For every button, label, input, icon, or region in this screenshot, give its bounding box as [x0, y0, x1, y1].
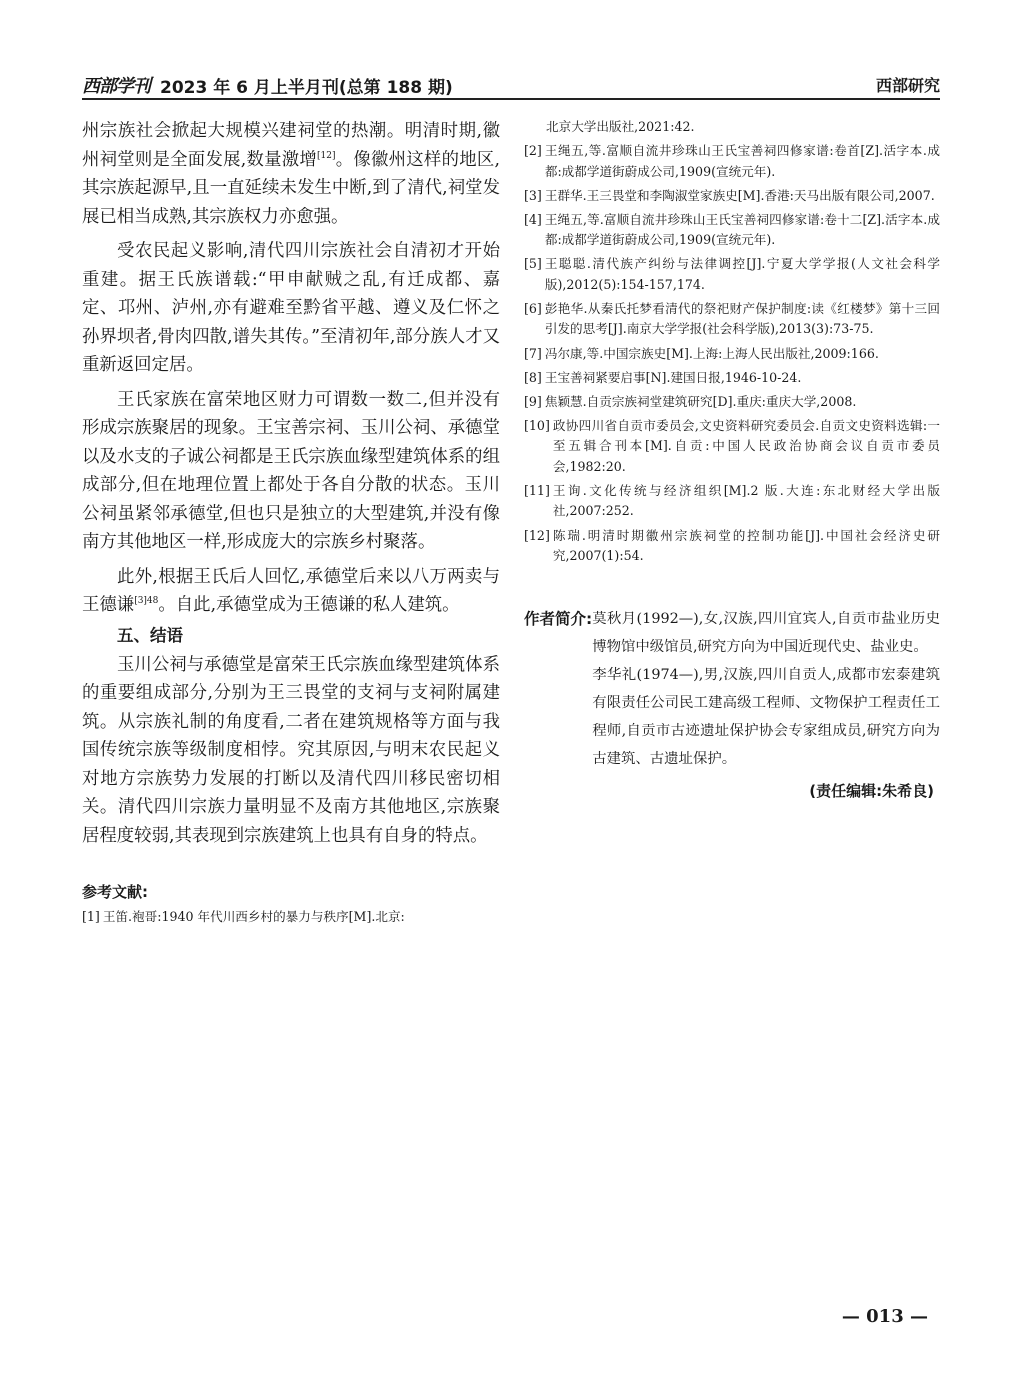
page-number: — 013 — [841, 1306, 928, 1327]
reference-number: [7] [524, 345, 542, 361]
reference-number: [2] [524, 143, 542, 159]
reference-text: 王宝善祠紧要启事[N].建国日报,1946-10-24. [544, 369, 802, 385]
reference-number: [11] [524, 482, 550, 498]
reference-8 [524, 368, 940, 389]
reference-6 [524, 299, 940, 340]
citation-3: [3]48 [134, 596, 159, 606]
reference-number: [9] [524, 393, 542, 409]
author-info [524, 605, 940, 773]
paragraph-2: 受农民起义影响,清代四川宗族社会自清初才开始重建。据王氏族谱载:“甲申献贼之乱,有迁成都、嘉定、邛州、泸州,亦有避难至黔省平越、遵义及仁怀之孙界坝者,骨肉四散,谱失其传。”至清初年,部分族人才又重新返回定居。 [82, 241, 500, 375]
header-rule [82, 98, 940, 100]
reference-number: [6] [524, 300, 542, 316]
reference-text: 王绳五,等.富顺自流井珍珠山王氏宝善祠四修家谱:卷首[Z].活字本.成都:成都学道街蔚成公司,1909(宣统元年). [544, 143, 940, 179]
reference-5 [524, 254, 940, 295]
section-heading-conclusion: 五、结语 [117, 625, 183, 645]
reference-number: [12] [524, 527, 550, 543]
references-title: 参考文献: [82, 883, 148, 901]
reference-text: 政协四川省自贡市委员会,文史资料研究委员会.自贡文史资料选辑:一至五辑合刊本[M].自贡:中国人民政治协商会议自贡市委员会,1982:20. [552, 417, 940, 474]
reference-text: 王询.文化传统与经济组织[M].2 版.大连:东北财经大学出版社,2007:252. [552, 482, 940, 519]
reference-number: [5] [524, 256, 542, 272]
journal-logo: 西部学刊 [82, 76, 150, 97]
paragraph-4: 此外,根据王氏后人回忆,承德堂后来以八万两卖与王德谦$^{[3]48}$。自此,承德堂成为王德谦的私人建筑。 [82, 566, 500, 615]
paragraph-5: 玉川公祠与承德堂是富荣王氏宗族血缘型建筑体系的重要组成部分,分别为王三畏堂的支祠与支祠附属建筑。从宗族礼制的角度看,二者在建筑规格等方面与我国传统宗族等级制度相悖。究其原因,与明末农民起义对地方宗族势力发展的打断以及清代四川移民密切相关。清代四川宗族力量明显不及南方其他地区,宗族聚居程度较弱,其表现到宗族建筑上也具有自身的特点。 [82, 654, 500, 846]
reference-9 [524, 392, 940, 413]
reference-1: [1] 王笛.袍哥:1940 年代川西乡村的暴力与秩序[M].北京: [82, 909, 405, 924]
reference-number: [8] [524, 369, 542, 385]
citation-12: [12] [317, 150, 336, 161]
reference-list [524, 141, 940, 566]
reference-7 [524, 344, 940, 365]
reference-3 [524, 186, 940, 207]
page-header [82, 70, 940, 100]
reference-text: 焦颖慧.自贡宗族祠堂建筑研究[D].重庆:重庆大学,2008. [544, 393, 857, 409]
paragraph-1: 州宗族社会掀起大规模兴建祠堂的热潮。明清时期,徽州祠堂则是全面发展,数量激增[12]。像徽州这样的地区,其宗族起源早,且一直延续未发生中断,到了清代,祠堂发展已相当成熟,其宗族权力亦愈强。 [82, 121, 501, 227]
reference-1-continued: 北京大学出版社,2021:42. [546, 119, 695, 134]
reference-number: [10] [524, 417, 550, 433]
left-column [82, 117, 500, 931]
reference-11 [524, 481, 940, 522]
reference-2 [524, 141, 940, 182]
reference-number: [3] [524, 187, 542, 203]
issue-info: 2023 年 6 月上半月刊(总第 188 期) [160, 78, 453, 98]
reference-12 [524, 526, 940, 567]
reference-4 [524, 210, 940, 251]
reference-number: [4] [524, 211, 542, 227]
right-column [524, 117, 940, 805]
author-label: 作者简介: [524, 609, 593, 628]
responsible-editor: (责任编辑:朱希良) [809, 781, 934, 800]
reference-text: 王绳五,等.富顺自流井珍珠山王氏宝善祠四修家谱:卷十二[Z].活字本.成都:成都学道街蔚成公司,1909(宣统元年). [544, 211, 940, 248]
reference-text: 彭艳华.从秦氏托梦看清代的祭祀财产保护制度:读《红楼梦》第十三回引发的思考[J].南京大学学报(社会科学版),2013(3):73-75. [544, 300, 940, 337]
reference-text: 王群华.王三畏堂和李陶淑堂家族史[M].香港:天马出版有限公司,2007. [544, 187, 935, 203]
author-2: 李华礼(1974—),男,汉族,四川自贡人,成都市宏泰建筑有限责任公司民工建高级工程师、文物保护工程责任工程师,自贡市古迹遗址保护协会专家组成员,研究方向为古建筑、古遗址保护。 [592, 666, 940, 767]
author-1: 莫秋月(1992—),女,汉族,四川宜宾人,自贡市盐业历史博物馆中级馆员,研究方向为中国近现代史、盐业史。 [592, 610, 940, 655]
reference-text: 冯尔康,等.中国宗族史[M].上海:上海人民出版社,2009:166. [544, 345, 879, 361]
reference-text: 王聪聪.清代族产纠纷与法律调控[J].宁夏大学学报(人文社会科学版),2012(5):154-157,174. [544, 256, 940, 292]
paragraph-3: 王氏家族在富荣地区财力可谓数一数二,但并没有形成宗族聚居的现象。王宝善宗祠、玉川公祠、承德堂以及水支的子诚公祠都是王氏宗族血缘型建筑体系的组成部分,但在地理位置上都处于各自分散的状态。玉川公祠虽紧邻承德堂,但也只是独立的大型建筑,并没有像南方其他地区一样,形成庞大的宗族乡村聚落。 [82, 389, 500, 552]
section-title: 西部研究 [875, 76, 940, 95]
reference-text: 陈瑞.明清时期徽州宗族祠堂的控制功能[J].中国社会经济史研究,2007(1):54. [552, 527, 940, 564]
reference-10 [524, 416, 940, 478]
